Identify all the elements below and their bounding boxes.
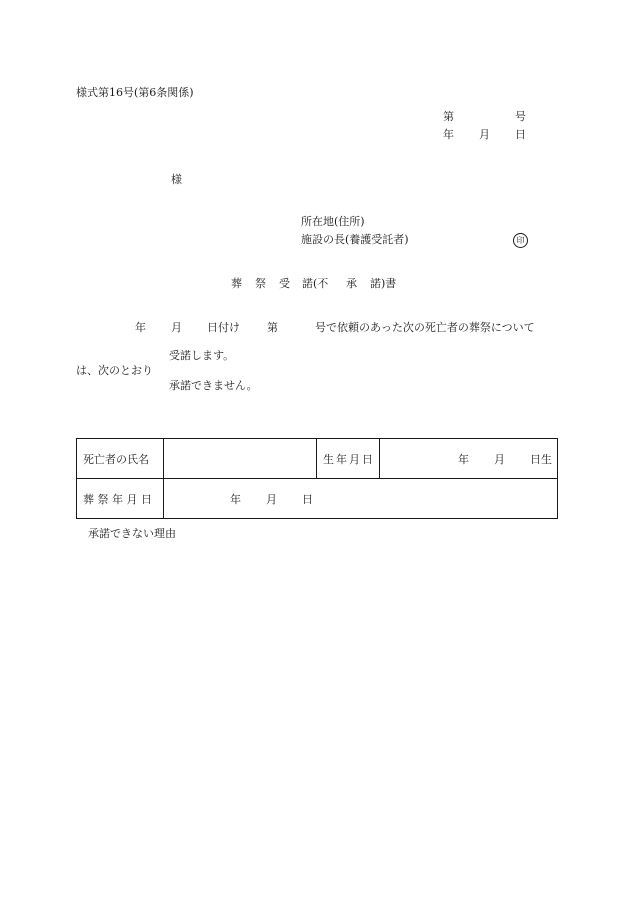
table-row bbox=[77, 479, 558, 519]
doc-date-day: 日 bbox=[515, 128, 526, 141]
body-month: 月 bbox=[171, 321, 182, 334]
title-char-5: 承 bbox=[346, 277, 357, 290]
birth-month: 月 bbox=[494, 453, 505, 466]
body-lead: は、次のとおり bbox=[76, 364, 153, 377]
name-value[interactable] bbox=[164, 439, 317, 479]
reason-label: 承諾できない理由 bbox=[88, 527, 176, 540]
doc-number-go: 号 bbox=[515, 110, 526, 123]
deceased-info-table bbox=[76, 438, 558, 519]
body-dai: 第 bbox=[267, 321, 278, 334]
sender-head-label: 施設の長(養護受託者) bbox=[301, 233, 409, 246]
body-dated: 日付け bbox=[207, 321, 240, 334]
body-year: 年 bbox=[135, 321, 146, 334]
doc-date-year: 年 bbox=[443, 128, 454, 141]
seal-mark: 印 bbox=[513, 233, 528, 248]
sender-address-label: 所在地(住所) bbox=[301, 215, 365, 228]
title-char-4: 諾(不 bbox=[302, 277, 329, 290]
name-label: 死亡者の氏名 bbox=[77, 439, 164, 479]
doc-date-month: 月 bbox=[479, 128, 490, 141]
title-char-1: 葬 bbox=[231, 277, 242, 290]
title-char-6: 諾)書 bbox=[370, 277, 397, 290]
form-label: 様式第16号(第6条関係) bbox=[76, 86, 194, 99]
option-accept: 受諾します。 bbox=[169, 349, 235, 362]
addressee-suffix: 様 bbox=[171, 173, 182, 186]
table-row bbox=[77, 439, 558, 479]
title-char-2: 祭 bbox=[255, 277, 266, 290]
option-decline: 承諾できません。 bbox=[169, 379, 258, 392]
funeral-month: 月 bbox=[266, 493, 277, 506]
funeral-date-cell[interactable] bbox=[164, 479, 558, 519]
birth-day: 日生 bbox=[530, 453, 552, 466]
funeral-date-label: 葬 祭 年 月 日 bbox=[77, 479, 164, 519]
doc-number-dai: 第 bbox=[443, 110, 454, 123]
birth-year: 年 bbox=[458, 453, 469, 466]
birth-label: 生年月日 bbox=[317, 439, 380, 479]
birth-date-cell[interactable] bbox=[380, 439, 558, 479]
body-request-text: 号で依頼のあった次の死亡者の葬祭について bbox=[315, 321, 535, 334]
title-char-3: 受 bbox=[279, 277, 290, 290]
funeral-year: 年 bbox=[230, 493, 241, 506]
funeral-day: 日 bbox=[302, 493, 313, 506]
